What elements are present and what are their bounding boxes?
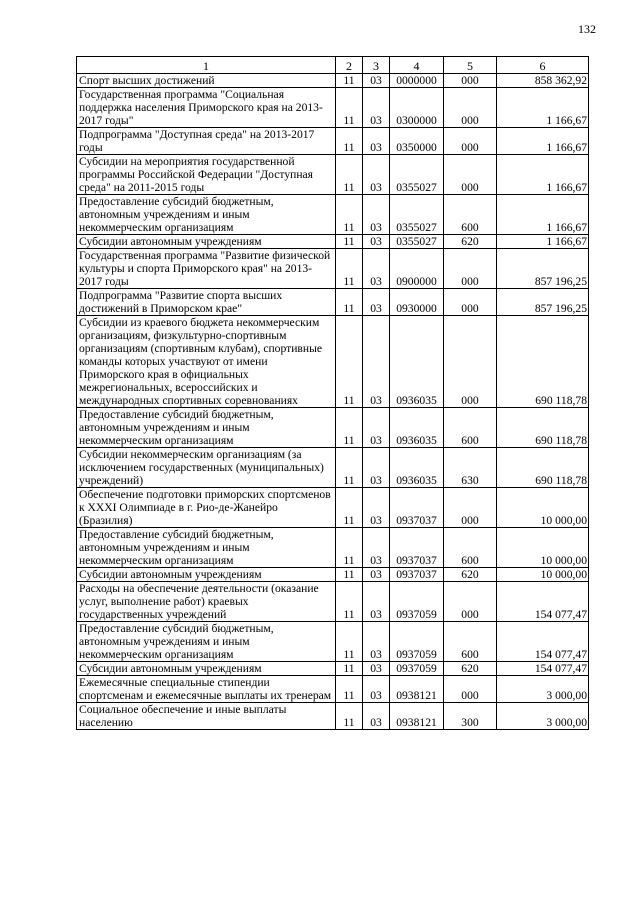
table-row: [77, 528, 589, 568]
row-name: Социальное обеспечение и иные выплаты населению: [77, 703, 336, 730]
row-col-4: 0355027: [390, 235, 444, 249]
header-col-6: 6: [497, 57, 589, 74]
row-amount: 1 166,67: [497, 88, 589, 128]
row-col-2: 11: [336, 448, 363, 488]
row-col-5: 600: [444, 528, 497, 568]
row-col-4: 0936035: [390, 448, 444, 488]
row-col-4: 0900000: [390, 249, 444, 289]
row-col-3: 03: [363, 662, 390, 676]
row-amount: 858 362,92: [497, 74, 589, 88]
row-amount: 690 118,78: [497, 316, 589, 408]
table-row: [77, 235, 589, 249]
row-name: Подпрограмма "Доступная среда" на 2013-2017 годы: [77, 128, 336, 155]
row-col-5: 000: [444, 74, 497, 88]
row-col-5: 000: [444, 316, 497, 408]
row-col-4: 0355027: [390, 155, 444, 195]
row-name: Расходы на обеспечение деятельности (оказание услуг, выполнение работ) краевых государственных учреждений: [77, 582, 336, 622]
row-name: Субсидии из краевого бюджета некоммерческим организациям, физкультурно-спортивным организациям (спортивным клубам), спортивные команды которых участвуют от имени Приморского края в официальных межрегиональных, всероссийских и международных спортивных соревнованиях: [77, 316, 336, 408]
row-amount: 3 000,00: [497, 703, 589, 730]
row-col-4: 0937037: [390, 568, 444, 582]
row-col-3: 03: [363, 582, 390, 622]
row-col-2: 11: [336, 88, 363, 128]
row-col-4: 0937059: [390, 582, 444, 622]
row-col-5: 620: [444, 662, 497, 676]
row-col-3: 03: [363, 703, 390, 730]
row-col-3: 03: [363, 235, 390, 249]
row-col-3: 03: [363, 249, 390, 289]
table-row: [77, 88, 589, 128]
row-col-2: 11: [336, 528, 363, 568]
row-col-4: 0938121: [390, 676, 444, 703]
table-row: [77, 289, 589, 316]
row-name: Государственная программа "Развитие физической культуры и спорта Приморского края" на 2013-2017 годы: [77, 249, 336, 289]
row-col-2: 11: [336, 662, 363, 676]
table-row: [77, 622, 589, 662]
row-col-5: 000: [444, 289, 497, 316]
table-header-row: [77, 57, 589, 74]
row-col-2: 11: [336, 249, 363, 289]
row-col-4: 0000000: [390, 74, 444, 88]
row-amount: 1 166,67: [497, 128, 589, 155]
row-amount: 1 166,67: [497, 155, 589, 195]
header-col-1: 1: [77, 57, 336, 74]
row-col-4: 0936035: [390, 408, 444, 448]
row-col-3: 03: [363, 155, 390, 195]
row-col-4: 0937059: [390, 662, 444, 676]
row-col-3: 03: [363, 128, 390, 155]
row-col-3: 03: [363, 88, 390, 128]
row-amount: 154 077,47: [497, 582, 589, 622]
table-row: [77, 316, 589, 408]
row-col-3: 03: [363, 488, 390, 528]
row-col-2: 11: [336, 316, 363, 408]
row-col-4: 0937037: [390, 528, 444, 568]
row-amount: 690 118,78: [497, 448, 589, 488]
row-name: Субсидии автономным учреждениям: [77, 235, 336, 249]
row-col-3: 03: [363, 622, 390, 662]
row-col-3: 03: [363, 448, 390, 488]
row-col-4: 0350000: [390, 128, 444, 155]
row-col-2: 11: [336, 568, 363, 582]
row-col-3: 03: [363, 74, 390, 88]
table-row: [77, 703, 589, 730]
row-amount: 857 196,25: [497, 249, 589, 289]
row-name: Обеспечение подготовки приморских спортсменов к XXXI Олимпиаде в г. Рио-де-Жанейро (Бразилия): [77, 488, 336, 528]
table-row: [77, 582, 589, 622]
row-amount: 154 077,47: [497, 622, 589, 662]
row-col-5: 600: [444, 195, 497, 235]
row-col-2: 11: [336, 289, 363, 316]
row-col-4: 0930000: [390, 289, 444, 316]
table-row: [77, 155, 589, 195]
row-col-4: 0937037: [390, 488, 444, 528]
row-name: Субсидии на мероприятия государственной программы Российской Федерации "Доступная среда" на 2011-2015 годы: [77, 155, 336, 195]
table-row: [77, 408, 589, 448]
table-row: [77, 662, 589, 676]
row-col-4: 0355027: [390, 195, 444, 235]
row-col-3: 03: [363, 289, 390, 316]
row-col-5: 620: [444, 568, 497, 582]
row-col-5: 000: [444, 88, 497, 128]
header-col-2: 2: [336, 57, 363, 74]
row-name: Предоставление субсидий бюджетным, автономным учреждениям и иным некоммерческим организациям: [77, 195, 336, 235]
row-col-5: 000: [444, 249, 497, 289]
row-name: Предоставление субсидий бюджетным, автономным учреждениям и иным некоммерческим организациям: [77, 528, 336, 568]
row-col-4: 0300000: [390, 88, 444, 128]
table-row: [77, 676, 589, 703]
header-col-5: 5: [444, 57, 497, 74]
row-col-5: 000: [444, 128, 497, 155]
row-col-4: 0936035: [390, 316, 444, 408]
row-name: Субсидии некоммерческим организациям (за исключением государственных (муниципальных) учреждений): [77, 448, 336, 488]
row-col-2: 11: [336, 622, 363, 662]
row-col-3: 03: [363, 676, 390, 703]
row-col-5: 300: [444, 703, 497, 730]
row-name: Субсидии автономным учреждениям: [77, 662, 336, 676]
row-name: Предоставление субсидий бюджетным, автономным учреждениям и иным некоммерческим организациям: [77, 408, 336, 448]
header-col-4: 4: [390, 57, 444, 74]
row-name: Спорт высших достижений: [77, 74, 336, 88]
row-col-3: 03: [363, 195, 390, 235]
table-row: [77, 74, 589, 88]
page-number: 132: [578, 22, 596, 36]
row-col-5: 630: [444, 448, 497, 488]
row-col-2: 11: [336, 408, 363, 448]
row-amount: 10 000,00: [497, 568, 589, 582]
table-row: [77, 128, 589, 155]
row-amount: 154 077,47: [497, 662, 589, 676]
row-col-2: 11: [336, 195, 363, 235]
row-amount: 10 000,00: [497, 488, 589, 528]
row-col-3: 03: [363, 568, 390, 582]
row-col-5: 000: [444, 488, 497, 528]
table-row: [77, 195, 589, 235]
header-col-3: 3: [363, 57, 390, 74]
row-col-3: 03: [363, 528, 390, 568]
row-col-2: 11: [336, 488, 363, 528]
table-body: [77, 74, 589, 730]
row-col-3: 03: [363, 408, 390, 448]
row-amount: 3 000,00: [497, 676, 589, 703]
row-col-2: 11: [336, 703, 363, 730]
row-col-2: 11: [336, 74, 363, 88]
row-col-2: 11: [336, 155, 363, 195]
table-row: [77, 448, 589, 488]
budget-table: [76, 56, 589, 730]
row-amount: 690 118,78: [497, 408, 589, 448]
row-col-2: 11: [336, 235, 363, 249]
row-amount: 1 166,67: [497, 235, 589, 249]
row-col-2: 11: [336, 676, 363, 703]
row-col-2: 11: [336, 128, 363, 155]
row-col-5: 000: [444, 155, 497, 195]
row-col-4: 0937059: [390, 622, 444, 662]
row-col-4: 0938121: [390, 703, 444, 730]
row-name: Государственная программа "Социальная поддержка населения Приморского края на 2013-2017 годы": [77, 88, 336, 128]
table-row: [77, 568, 589, 582]
row-col-5: 600: [444, 622, 497, 662]
row-col-5: 000: [444, 676, 497, 703]
row-col-3: 03: [363, 316, 390, 408]
row-name: Подпрограмма "Развитие спорта высших достижений в Приморском крае": [77, 289, 336, 316]
table-row: [77, 249, 589, 289]
row-name: Субсидии автономным учреждениям: [77, 568, 336, 582]
row-amount: 10 000,00: [497, 528, 589, 568]
row-col-5: 600: [444, 408, 497, 448]
table-row: [77, 488, 589, 528]
row-name: Ежемесячные специальные стипендии спортсменам и ежемесячные выплаты их тренерам: [77, 676, 336, 703]
row-amount: 1 166,67: [497, 195, 589, 235]
row-col-5: 000: [444, 582, 497, 622]
row-col-2: 11: [336, 582, 363, 622]
row-amount: 857 196,25: [497, 289, 589, 316]
row-name: Предоставление субсидий бюджетным, автономным учреждениям и иным некоммерческим организациям: [77, 622, 336, 662]
row-col-5: 620: [444, 235, 497, 249]
